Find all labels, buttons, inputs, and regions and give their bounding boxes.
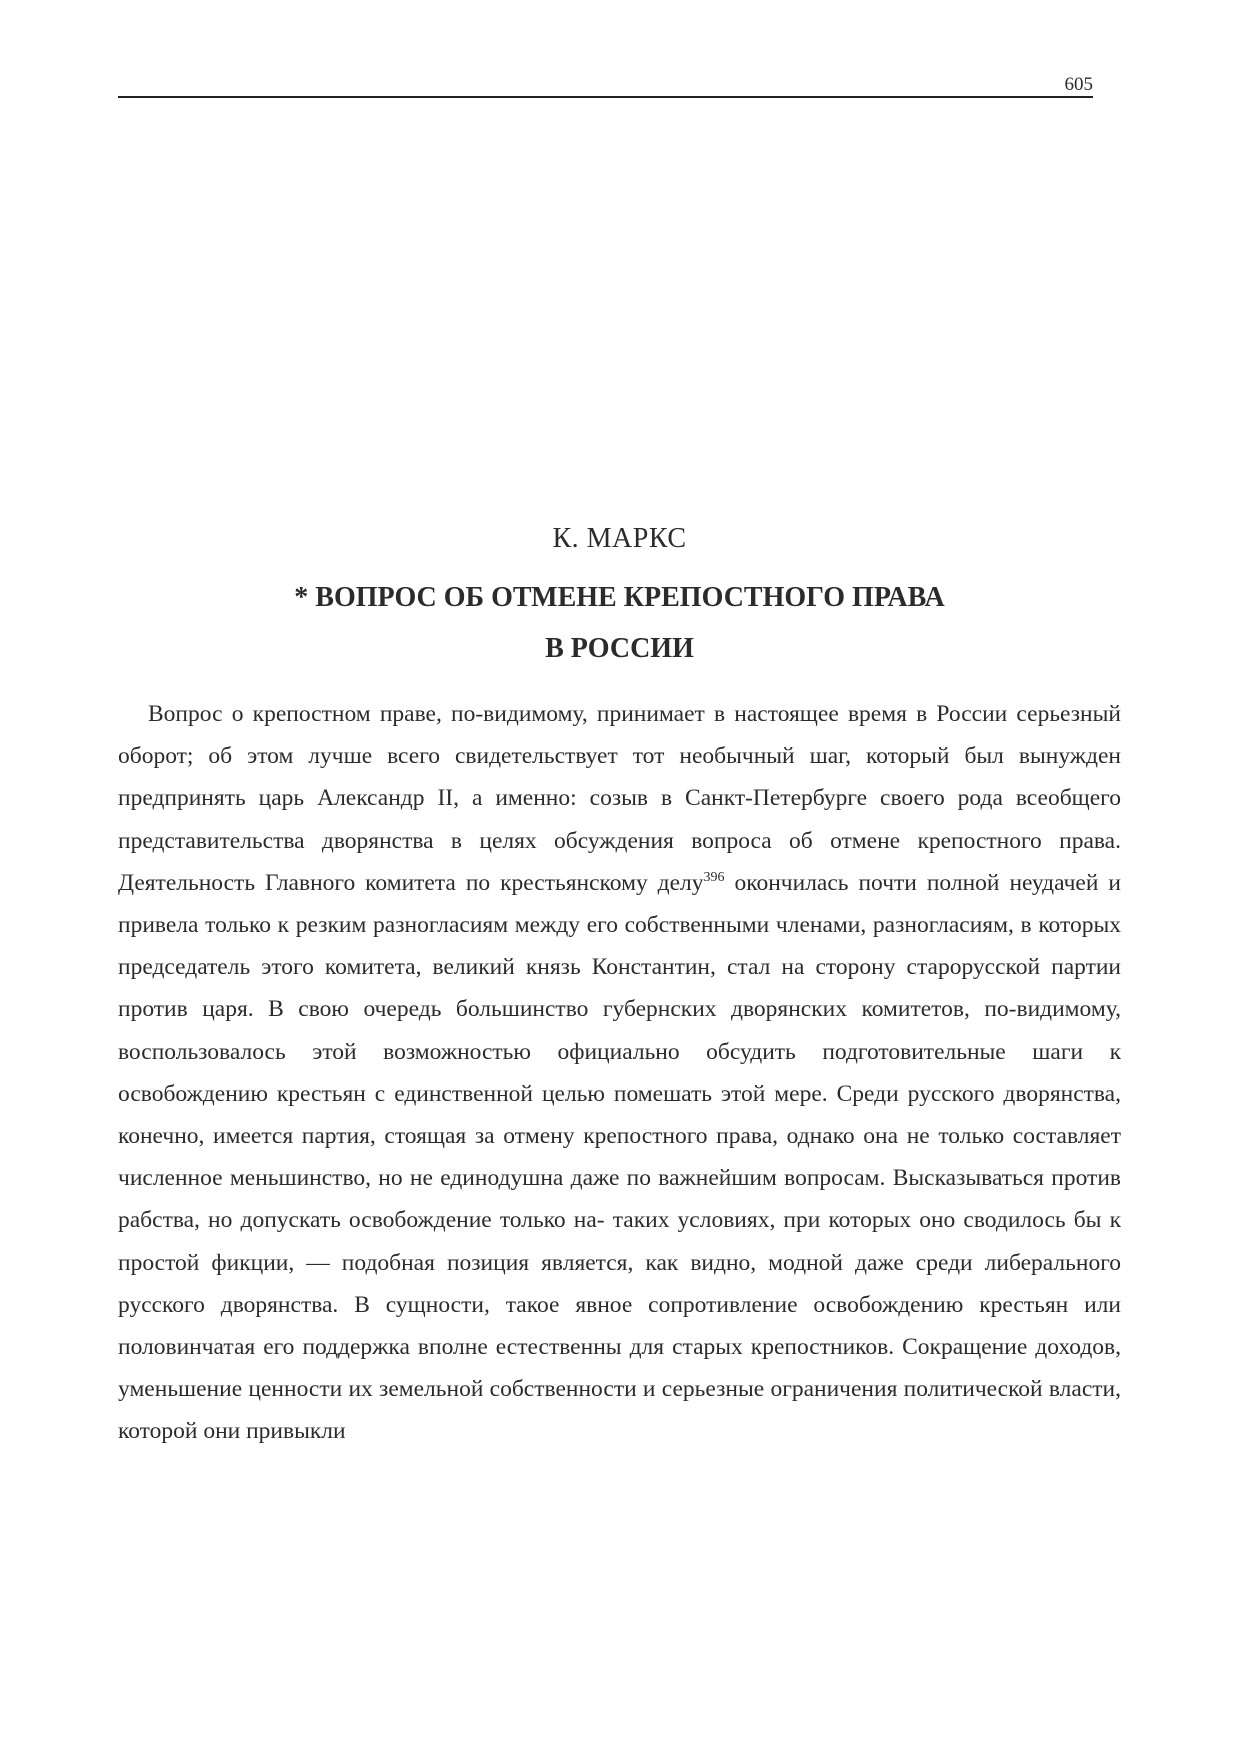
body-text-part-2: окончилась почти полной неудачей и привела только к резким разногласиям между его собственными членами, разногласиям, в которых председатель этого комитета, великий князь Константин, стал на сторону старорусской партии против царя. В свою очередь большинство губернских дворянских комитетов, по-видимому, воспользовалось этой возможностью официально обсудить подготовительные шаги к освобождению крестьян с единственной целью помешать этой мере. Среди русского дворянства, конечно, имеется партия, стоящая за отмену крепостного права, однако она не только составляет численное меньшинство, но не единодушна даже по важнейшим вопросам. Высказываться против рабства, но допускать освобождение только на- таких условиях, при которых оно сводилось бы к простой фикции, — подобная позиция является, как видно, модной даже среди либерального русского дворянства. В сущности, такое явное сопротивление освобождению крестьян или половинчатая его поддержка вполне естественны для старых крепостников. Сокращение доходов, уменьшение ценности их земельной собственности и серьезные ограничения политической власти, которой они привыкли (118, 869, 1121, 1445)
body-paragraph (118, 693, 1121, 1453)
body-text-part-1: Вопрос о крепостном праве, по-видимому, принимает в настоящее время в России серьезный оборот; об этом лучше всего свидетельствует тот необычный шаг, который был вынужден предпринять царь Александр II, а именно: созыв в Санкт-Петербурге своего рода всеобщего представительства дворянства в целях обсуждения вопроса об отмене крепостного права. Деятельность Главного комитета по крестьянскому делу (118, 701, 1121, 896)
author-name: К. МАРКС (552, 523, 687, 554)
footnote-reference[interactable]: 396 (703, 869, 725, 885)
page-number: 605 (1064, 74, 1093, 95)
page-header (118, 72, 1093, 98)
article-title (0, 572, 1239, 674)
title-line-2: В РОССИИ (545, 633, 694, 664)
title-line-1: * ВОПРОС ОБ ОТМЕНЕ КРЕПОСТНОГО ПРАВА (294, 582, 945, 613)
